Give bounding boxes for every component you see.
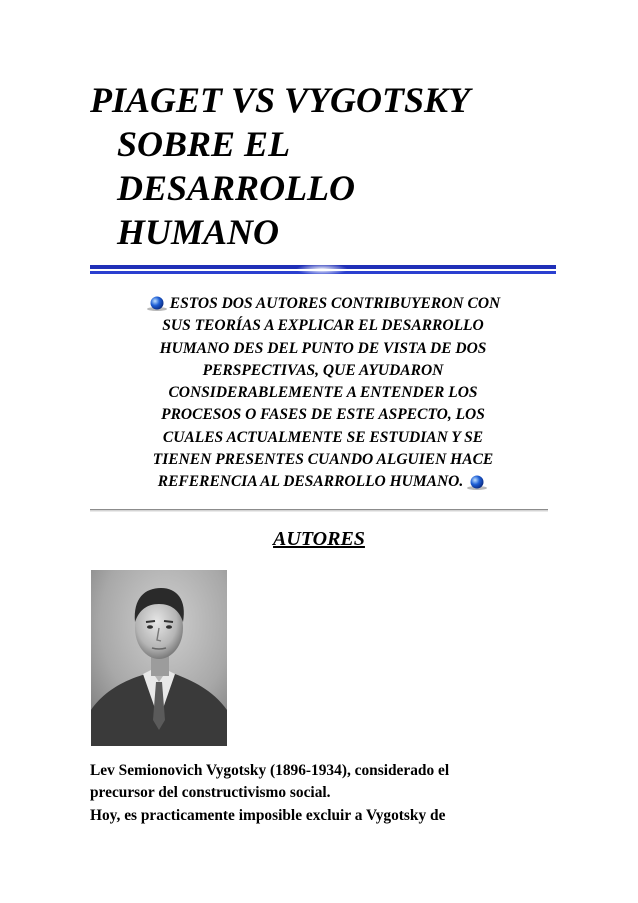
- author-description: [90, 760, 560, 827]
- intro-line-1: [90, 293, 556, 315]
- intro-text-line-1: ESTOS DOS AUTORES CONTRIBUYERON CON: [169, 295, 501, 312]
- title-line-1: PIAGET VS VYGOTSKY: [90, 80, 471, 120]
- intro-line-9: [90, 471, 556, 493]
- title-line-4: HUMANO: [117, 212, 280, 252]
- body-line-1: Lev Semionovich Vygotsky (1896-1934), considerado el: [90, 762, 450, 779]
- intro-line-2: SUS TEORÍAS A EXPLICAR EL DESARROLLO: [162, 317, 484, 335]
- body-line-2: precursor del constructivismo social.: [90, 784, 331, 802]
- blue-sphere-bullet-icon: [146, 296, 168, 312]
- intro-line-8: TIENEN PRESENTES CUANDO ALGUIEN HACE: [152, 451, 494, 469]
- intro-line-4: PERSPECTIVAS, QUE AYUDARON: [202, 361, 444, 379]
- section-title-autores: AUTORES: [273, 528, 365, 550]
- horizontal-divider: [90, 509, 548, 512]
- title-line-2: SOBRE EL: [117, 124, 291, 164]
- intro-line-6: PROCESOS O FASES DE ESTE ASPECTO, LOS: [161, 406, 485, 424]
- blue-sphere-bullet-icon: [466, 475, 488, 491]
- vygotsky-portrait-photo: [91, 570, 227, 746]
- intro-line-5: CONSIDERABLEMENTE A ENTENDER LOS: [168, 384, 478, 402]
- document-title: [90, 78, 560, 254]
- intro-text-line-9: REFERENCIA AL DESARROLLO HUMANO.: [157, 473, 464, 491]
- intro-line-3: HUMANO DES DEL PUNTO DE VISTA DE DOS: [159, 339, 487, 357]
- body-line-3: Hoy, es practicamente imposible excluir a Vygotsky de: [90, 806, 446, 824]
- intro-line-7: CUALES ACTUALMENTE SE ESTUDIAN Y SE: [162, 428, 484, 446]
- intro-paragraph: [90, 293, 556, 494]
- decorative-blue-rule: [90, 264, 556, 276]
- title-line-3: DESARROLLO: [117, 168, 356, 208]
